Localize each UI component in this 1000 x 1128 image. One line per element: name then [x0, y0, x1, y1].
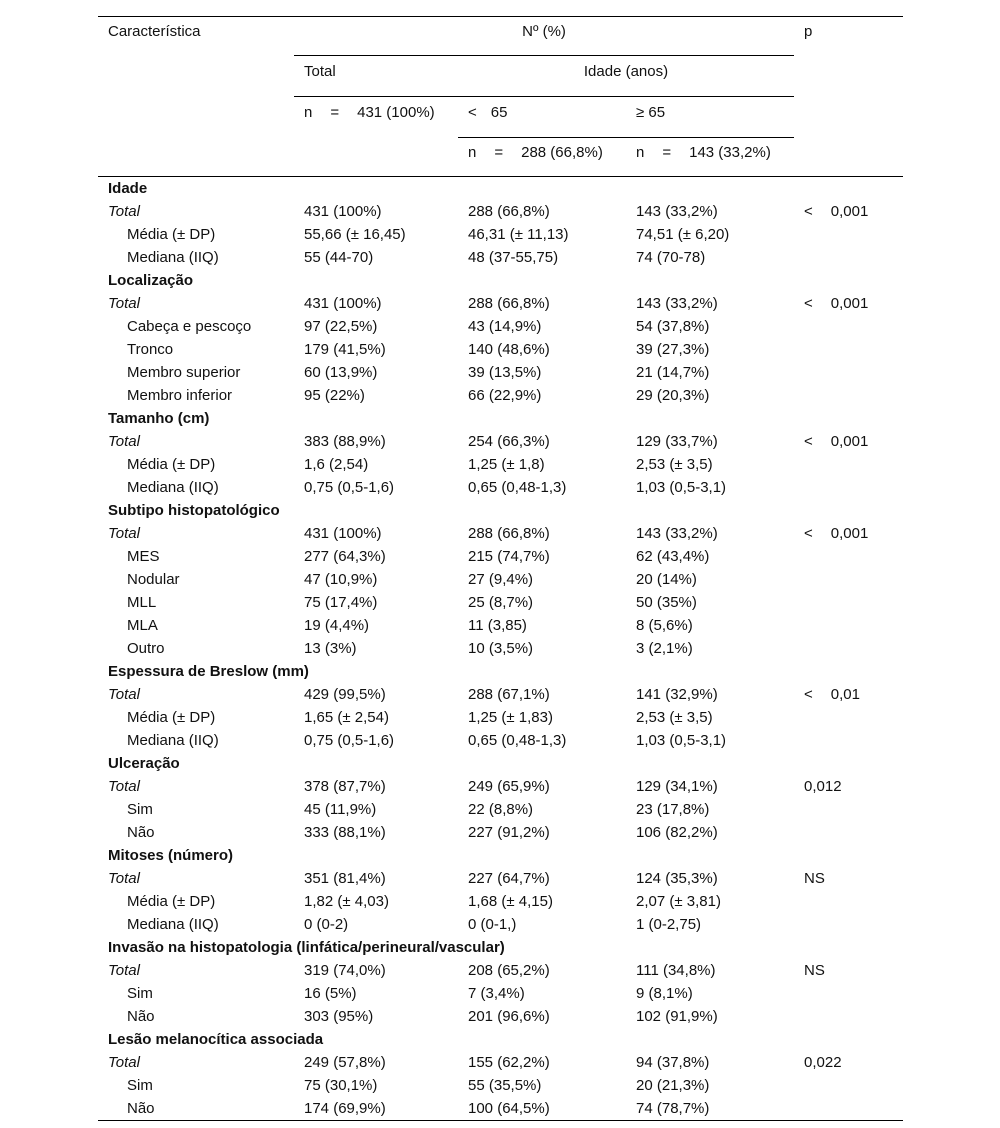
cell-total: 431 (100%): [304, 203, 382, 220]
section-title: Localização: [108, 272, 194, 289]
cell-ge65: 2,07 (± 3,81): [636, 893, 721, 910]
cell-total: 95 (22%): [304, 387, 365, 404]
cell-lt65: 249 (65,9%): [468, 778, 550, 795]
cell-total: 45 (11,9%): [304, 801, 377, 818]
cell-total: 1,6 (2,54): [304, 456, 369, 473]
cell-lt65: 201 (96,6%): [468, 1008, 550, 1025]
cell-ge65: 143 (33,2%): [636, 525, 718, 542]
table-row: [98, 890, 903, 913]
cell-ge65: 8 (5,6%): [636, 617, 693, 634]
row-label: MES: [127, 548, 160, 565]
cell-total: 0,75 (0,5-1,6): [304, 732, 395, 749]
cell-lt65: 215 (74,7%): [468, 548, 550, 565]
table-row: [98, 982, 903, 1005]
table-row: [98, 476, 903, 499]
cell-ge65: 143 (33,2%): [636, 295, 718, 312]
cell-total: 55,66 (± 16,45): [304, 226, 406, 243]
cell-lt65: 55 (35,5%): [468, 1077, 542, 1094]
table-row: [98, 1097, 903, 1121]
cell-ge65: 124 (35,3%): [636, 870, 718, 887]
cell-lt65: 43 (14,9%): [468, 318, 542, 335]
row-label: Cabeça e pescoço: [127, 318, 252, 335]
cell-lt65: 46,31 (± 11,13): [468, 226, 569, 243]
cell-p: [794, 1074, 903, 1097]
cell-ge65: 20 (14%): [636, 571, 697, 588]
row-label: Total: [108, 778, 140, 795]
section-title: Idade: [108, 180, 148, 197]
cell-ge65: 1 (0-2,75): [636, 916, 702, 933]
row-label: Total: [108, 295, 140, 312]
cell-ge65: 23 (17,8%): [636, 801, 710, 818]
cell-lt65: 66 (22,9%): [468, 387, 542, 404]
section-header-row: [98, 177, 903, 201]
cell-lt65: 100 (64,5%): [458, 1097, 626, 1121]
row-label: Total: [108, 525, 140, 542]
row-label: Nodular: [127, 571, 180, 588]
cell-lt65: 254 (66,3%): [468, 433, 550, 450]
header-total: Total: [294, 56, 458, 97]
cell-p: [794, 821, 903, 844]
cell-total: 13 (3%): [304, 640, 357, 657]
table-row: [98, 798, 903, 821]
cell-ge65: 129 (34,1%): [636, 778, 718, 795]
section-header-row: [98, 660, 903, 683]
row-label: Média (± DP): [127, 456, 216, 473]
cell-p: [794, 982, 903, 1005]
cell-total: 60 (13,9%): [304, 364, 378, 381]
cell-ge65: 1,03 (0,5-3,1): [636, 732, 727, 749]
row-label: Mediana (IIQ): [127, 249, 219, 266]
table-row: [98, 338, 903, 361]
cell-ge65: 129 (33,7%): [636, 433, 718, 450]
cell-p: 0,022: [804, 1054, 842, 1071]
cell-lt65: 155 (62,2%): [468, 1054, 550, 1071]
cell-total: 1,65 (± 2,54): [304, 709, 389, 726]
cell-lt65: 27 (9,4%): [468, 571, 534, 588]
row-label: Total: [108, 203, 140, 220]
cell-p: < 0,001: [804, 203, 869, 220]
cell-ge65: 74 (78,7%): [626, 1097, 794, 1121]
cell-p: < 0,001: [804, 433, 869, 450]
cell-ge65: 2,53 (± 3,5): [636, 456, 713, 473]
cell-lt65: 10 (3,5%): [468, 640, 534, 657]
cell-p: [794, 729, 903, 752]
table-row: [98, 959, 903, 982]
cell-total: 97 (22,5%): [304, 318, 378, 335]
section-header-row: [98, 407, 903, 430]
table-row: [98, 1005, 903, 1028]
cell-p: [794, 338, 903, 361]
cell-p: NS: [804, 962, 825, 979]
section-header-row: [98, 499, 903, 522]
cell-lt65: 288 (66,8%): [468, 203, 550, 220]
cell-p: [794, 246, 903, 269]
cell-p: [794, 890, 903, 913]
cell-total: 1,82 (± 4,03): [304, 893, 389, 910]
cell-p: [794, 591, 903, 614]
header-p: p: [794, 17, 903, 56]
cell-p: 0,012: [804, 778, 842, 795]
cell-lt65: 7 (3,4%): [468, 985, 525, 1002]
cell-p: [794, 614, 903, 637]
table-row: [98, 775, 903, 798]
cell-p: < 0,001: [804, 295, 869, 312]
row-label: MLA: [127, 617, 158, 634]
cell-total: 333 (88,1%): [304, 824, 386, 841]
header-caracteristica: Característica: [98, 17, 294, 56]
cell-p: [794, 315, 903, 338]
cell-ge65: 62 (43,4%): [636, 548, 710, 565]
table-row: [98, 384, 903, 407]
cell-ge65: 50 (35%): [636, 594, 697, 611]
section-title: Espessura de Breslow (mm): [108, 663, 309, 680]
row-label: Média (± DP): [127, 893, 216, 910]
table-row: [98, 545, 903, 568]
section-header-row: [98, 844, 903, 867]
cell-p: [794, 1097, 903, 1121]
cell-ge65: 3 (2,1%): [636, 640, 693, 657]
header-ge65: ≥ 65: [626, 97, 794, 138]
section-title: Invasão na histopatologia (linfática/perineural/vascular): [108, 939, 505, 956]
cell-p: [794, 637, 903, 660]
cell-total: 47 (10,9%): [304, 571, 378, 588]
cell-lt65: 288 (66,8%): [468, 525, 550, 542]
cell-total: 75 (30,1%): [304, 1077, 378, 1094]
table-row: [98, 522, 903, 545]
cell-p: [794, 476, 903, 499]
table-header: [98, 17, 903, 177]
header-n-ge65: n = 143 (33,2%): [626, 138, 794, 177]
cell-lt65: 1,68 (± 4,15): [468, 893, 553, 910]
row-label: Total: [108, 1054, 140, 1071]
row-label: Sim: [127, 985, 153, 1002]
cell-lt65: 227 (91,2%): [468, 824, 550, 841]
cell-p: [794, 384, 903, 407]
cell-ge65: 94 (37,8%): [636, 1054, 710, 1071]
cell-ge65: 39 (27,3%): [636, 341, 710, 358]
cell-ge65: 106 (82,2%): [636, 824, 718, 841]
cell-total: 303 (95%): [304, 1008, 374, 1025]
row-label: Mediana (IIQ): [127, 732, 219, 749]
row-label: Mediana (IIQ): [127, 479, 219, 496]
cell-total: 249 (57,8%): [304, 1054, 386, 1071]
table-row: [98, 1074, 903, 1097]
section-header-row: [98, 936, 903, 959]
row-label: Sim: [127, 801, 153, 818]
cell-total: 429 (99,5%): [304, 686, 386, 703]
cell-ge65: 1,03 (0,5-3,1): [636, 479, 727, 496]
cell-p: [794, 798, 903, 821]
row-label: Total: [108, 962, 140, 979]
table-row: [98, 568, 903, 591]
cell-ge65: 29 (20,3%): [636, 387, 710, 404]
cell-total: 16 (5%): [304, 985, 357, 1002]
cell-p: [794, 913, 903, 936]
cell-lt65: 1,25 (± 1,8): [468, 456, 545, 473]
cell-lt65: 0,65 (0,48-1,3): [468, 732, 567, 749]
row-label: Não: [98, 1097, 294, 1121]
cell-lt65: 208 (65,2%): [468, 962, 550, 979]
row-label: Mediana (IIQ): [127, 916, 219, 933]
row-label: Membro inferior: [127, 387, 233, 404]
cell-total: 431 (100%): [304, 295, 382, 312]
section-title: Lesão melanocítica associada: [108, 1031, 324, 1048]
table-row: [98, 200, 903, 223]
header-lt65: < 65: [458, 97, 626, 138]
row-label: Não: [127, 824, 155, 841]
cell-total: 277 (64,3%): [304, 548, 386, 565]
cell-lt65: 48 (37-55,75): [468, 249, 559, 266]
cell-lt65: 39 (13,5%): [468, 364, 542, 381]
cell-lt65: 288 (66,8%): [468, 295, 550, 312]
row-label: MLL: [127, 594, 157, 611]
cell-p: < 0,01: [804, 686, 860, 703]
cell-total: 351 (81,4%): [304, 870, 386, 887]
section-title: Mitoses (número): [108, 847, 234, 864]
cell-ge65: 74,51 (± 6,20): [636, 226, 730, 243]
row-label: Total: [108, 686, 140, 703]
header-n-lt65: n = 288 (66,8%): [458, 138, 626, 177]
cell-p: [794, 453, 903, 476]
row-label: Outro: [127, 640, 165, 657]
header-n-pct: Nº (%): [294, 17, 794, 56]
cell-ge65: 74 (70-78): [636, 249, 706, 266]
cell-ge65: 102 (91,9%): [636, 1008, 718, 1025]
table-row: [98, 453, 903, 476]
section-header-row: [98, 1028, 903, 1051]
cell-total: 19 (4,4%): [304, 617, 370, 634]
table-row: [98, 706, 903, 729]
cell-total: 0 (0-2): [304, 916, 349, 933]
table-row: [98, 315, 903, 338]
cell-total: 179 (41,5%): [304, 341, 386, 358]
table-row: [98, 292, 903, 315]
cell-total: 55 (44-70): [304, 249, 374, 266]
table-row: [98, 683, 903, 706]
cell-total: 174 (69,9%): [294, 1097, 458, 1121]
table-row: [98, 361, 903, 384]
table-row: [98, 614, 903, 637]
cell-p: [794, 545, 903, 568]
row-label: Média (± DP): [127, 709, 216, 726]
cell-total: 383 (88,9%): [304, 433, 386, 450]
section-header-row: [98, 752, 903, 775]
row-label: Total: [108, 433, 140, 450]
table-body: [98, 177, 903, 1121]
table-row: [98, 867, 903, 890]
row-label: Membro superior: [127, 364, 241, 381]
table-row: [98, 637, 903, 660]
table-row: [98, 223, 903, 246]
row-label: Tronco: [127, 341, 174, 358]
section-title: Tamanho (cm): [108, 410, 210, 427]
row-label: Total: [108, 870, 140, 887]
cell-lt65: 227 (64,7%): [468, 870, 550, 887]
cell-lt65: 1,25 (± 1,83): [468, 709, 553, 726]
cell-lt65: 288 (67,1%): [468, 686, 550, 703]
cell-total: 319 (74,0%): [304, 962, 386, 979]
cell-ge65: 143 (33,2%): [636, 203, 718, 220]
cell-p: [794, 568, 903, 591]
row-label: Média (± DP): [127, 226, 216, 243]
cell-total: 378 (87,7%): [304, 778, 386, 795]
cell-p: [794, 1005, 903, 1028]
cell-total: 0,75 (0,5-1,6): [304, 479, 395, 496]
cell-ge65: 141 (32,9%): [636, 686, 718, 703]
characteristics-table: [98, 16, 903, 1121]
header-idade-anos: Idade (anos): [458, 56, 794, 97]
table-row: [98, 430, 903, 453]
section-title: Ulceração: [108, 755, 180, 772]
row-label: Sim: [127, 1077, 153, 1094]
table-row: [98, 591, 903, 614]
table-row: [98, 246, 903, 269]
cell-lt65: 11 (3,85): [468, 617, 527, 634]
cell-ge65: 111 (34,8%): [636, 962, 716, 979]
section-header-row: [98, 269, 903, 292]
cell-lt65: 140 (48,6%): [468, 341, 550, 358]
cell-p: < 0,001: [804, 525, 869, 542]
cell-lt65: 0 (0-1,): [468, 916, 517, 933]
cell-lt65: 22 (8,8%): [468, 801, 534, 818]
cell-ge65: 2,53 (± 3,5): [636, 709, 713, 726]
section-title: Subtipo histopatológico: [108, 502, 280, 519]
row-label: Não: [127, 1008, 155, 1025]
cell-lt65: 25 (8,7%): [468, 594, 534, 611]
cell-total: 75 (17,4%): [304, 594, 378, 611]
cell-p: [794, 223, 903, 246]
cell-p: [794, 706, 903, 729]
table-row: [98, 1051, 903, 1074]
cell-total: 431 (100%): [304, 525, 382, 542]
cell-ge65: 9 (8,1%): [636, 985, 693, 1002]
table-row: [98, 821, 903, 844]
cell-p: NS: [804, 870, 825, 887]
header-n-total: n = 431 (100%): [304, 104, 435, 121]
cell-lt65: 0,65 (0,48-1,3): [468, 479, 567, 496]
cell-p: [794, 361, 903, 384]
cell-ge65: 54 (37,8%): [636, 318, 710, 335]
cell-ge65: 21 (14,7%): [636, 364, 710, 381]
cell-ge65: 20 (21,3%): [636, 1077, 710, 1094]
table-row: [98, 913, 903, 936]
table-row: [98, 729, 903, 752]
